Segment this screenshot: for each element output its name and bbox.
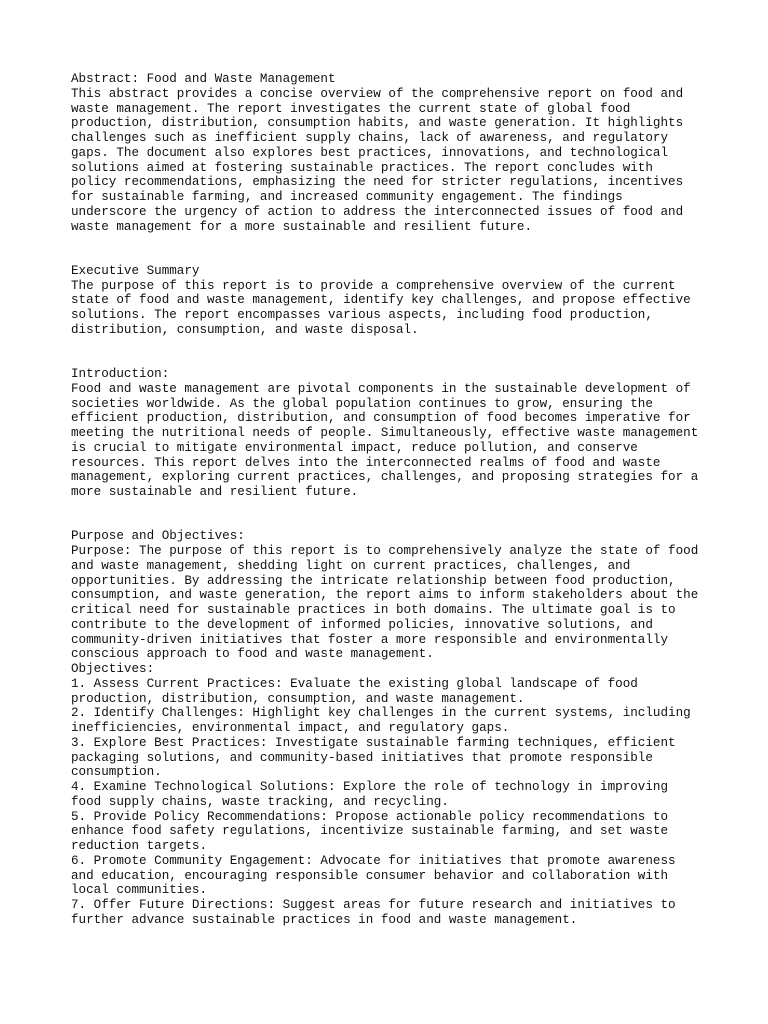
abstract-line: waste management. The report investigates the current state of global food [71, 101, 631, 116]
purpose-line: critical need for sustainable practices in both domains. The ultimate goal is to [71, 603, 676, 617]
purpose-line: Purpose: The purpose of this report is to comprehensively analyze the state of food [71, 544, 699, 558]
introduction-section [71, 367, 731, 500]
abstract-line: waste management for a more sustainable and resilient future. [71, 219, 533, 234]
purpose-line: conscious approach to food and waste management. [71, 647, 434, 662]
introduction-line: meeting the nutritional needs of people. Simultaneously, effective waste management [71, 426, 699, 440]
purpose-objectives-heading: Purpose and Objectives: [71, 529, 245, 544]
objective-line: enhance food safety regulations, incentivize sustainable farming, and set waste [71, 824, 669, 839]
abstract-line: for sustainable farming, and increased community engagement. The findings [71, 190, 623, 204]
objective-line: consumption. [71, 765, 162, 780]
objective-line: packaging solutions, and community-based initiatives that promote responsible [71, 750, 653, 765]
objective-line: 1. Assess Current Practices: Evaluate the existing global landscape of food [71, 676, 638, 691]
introduction-line: resources. This report delves into the interconnected realms of food and waste [71, 455, 661, 470]
abstract-line: gaps. The document also explores best practices, innovations, and technological [71, 145, 669, 160]
objectives-label: Objectives: [71, 662, 155, 676]
purpose-line: and waste management, shedding light on current practices, challenges, and [71, 558, 631, 573]
abstract-line: production, distribution, consumption habits, and waste generation. It highlights [71, 116, 684, 131]
executive-summary-heading: Executive Summary [71, 263, 200, 278]
purpose-line: consumption, and waste generation, the report aims to inform stakeholders about the [71, 588, 699, 603]
abstract-line: underscore the urgency of action to address the interconnected issues of food and [71, 204, 684, 219]
purpose-line: community-driven initiatives that foster a more responsible and environmentally [71, 632, 669, 647]
objective-line: local communities. [71, 883, 208, 898]
abstract-heading: Abstract: Food and Waste Management [71, 72, 336, 86]
introduction-line: management, exploring current practices, challenges, and proposing strategies for a [71, 470, 699, 485]
objective-line: reduction targets. [71, 839, 208, 853]
abstract-line: This abstract provides a concise overview of the comprehensive report on food and [71, 86, 684, 101]
introduction-line: is crucial to mitigate environmental impact, reduce pollution, and conserve [71, 440, 638, 455]
section-spacer [71, 500, 731, 530]
objective-line: 2. Identify Challenges: Highlight key challenges in the current systems, including [71, 706, 691, 721]
objective-line: food supply chains, waste tracking, and recycling. [71, 794, 449, 809]
introduction-line: Food and waste management are pivotal components in the sustainable development of [71, 381, 691, 396]
objective-line: 6. Promote Community Engagement: Advocate for initiatives that promote awareness [71, 853, 676, 868]
executive-summary-line: solutions. The report encompasses various aspects, including food production, [71, 308, 653, 322]
objective-line: 5. Provide Policy Recommendations: Propose actionable policy recommendations to [71, 809, 669, 824]
objective-line: production, distribution, consumption, and waste management. [71, 691, 525, 706]
introduction-line: more sustainable and resilient future. [71, 485, 359, 499]
purpose-line: contribute to the development of informed policies, innovative solutions, and [71, 617, 653, 632]
introduction-heading: Introduction: [71, 367, 170, 381]
abstract-line: challenges such as inefficient supply chains, lack of awareness, and regulatory [71, 131, 669, 145]
executive-summary-section [71, 264, 731, 338]
executive-summary-line: state of food and waste management, identify key challenges, and propose effective [71, 293, 691, 308]
objective-line: further advance sustainable practices in food and waste management. [71, 912, 578, 927]
executive-summary-line: distribution, consumption, and waste disposal. [71, 322, 419, 337]
section-spacer [71, 234, 731, 264]
introduction-line: efficient production, distribution, and consumption of food becomes imperative for [71, 411, 691, 426]
abstract-line: solutions aimed at fostering sustainable practices. The report concludes with [71, 160, 653, 175]
purpose-line: opportunities. By addressing the intricate relationship between food production, [71, 573, 676, 588]
purpose-objectives-section [71, 529, 731, 927]
section-spacer [71, 338, 731, 368]
abstract-line: policy recommendations, emphasizing the need for stricter regulations, incentives [71, 175, 684, 190]
objective-line: 7. Offer Future Directions: Suggest areas for future research and initiatives to [71, 898, 676, 912]
introduction-line: societies worldwide. As the global population continues to grow, ensuring the [71, 396, 653, 411]
executive-summary-line: The purpose of this report is to provide a comprehensive overview of the current [71, 278, 676, 293]
objective-line: and education, encouraging responsible consumer behavior and collaboration with [71, 868, 669, 883]
abstract-section [71, 72, 731, 234]
objective-line: 3. Explore Best Practices: Investigate sustainable farming techniques, efficient [71, 735, 676, 750]
document-page [71, 72, 731, 928]
objective-line: inefficiencies, environmental impact, and regulatory gaps. [71, 721, 510, 735]
objective-line: 4. Examine Technological Solutions: Explore the role of technology in improving [71, 780, 669, 794]
